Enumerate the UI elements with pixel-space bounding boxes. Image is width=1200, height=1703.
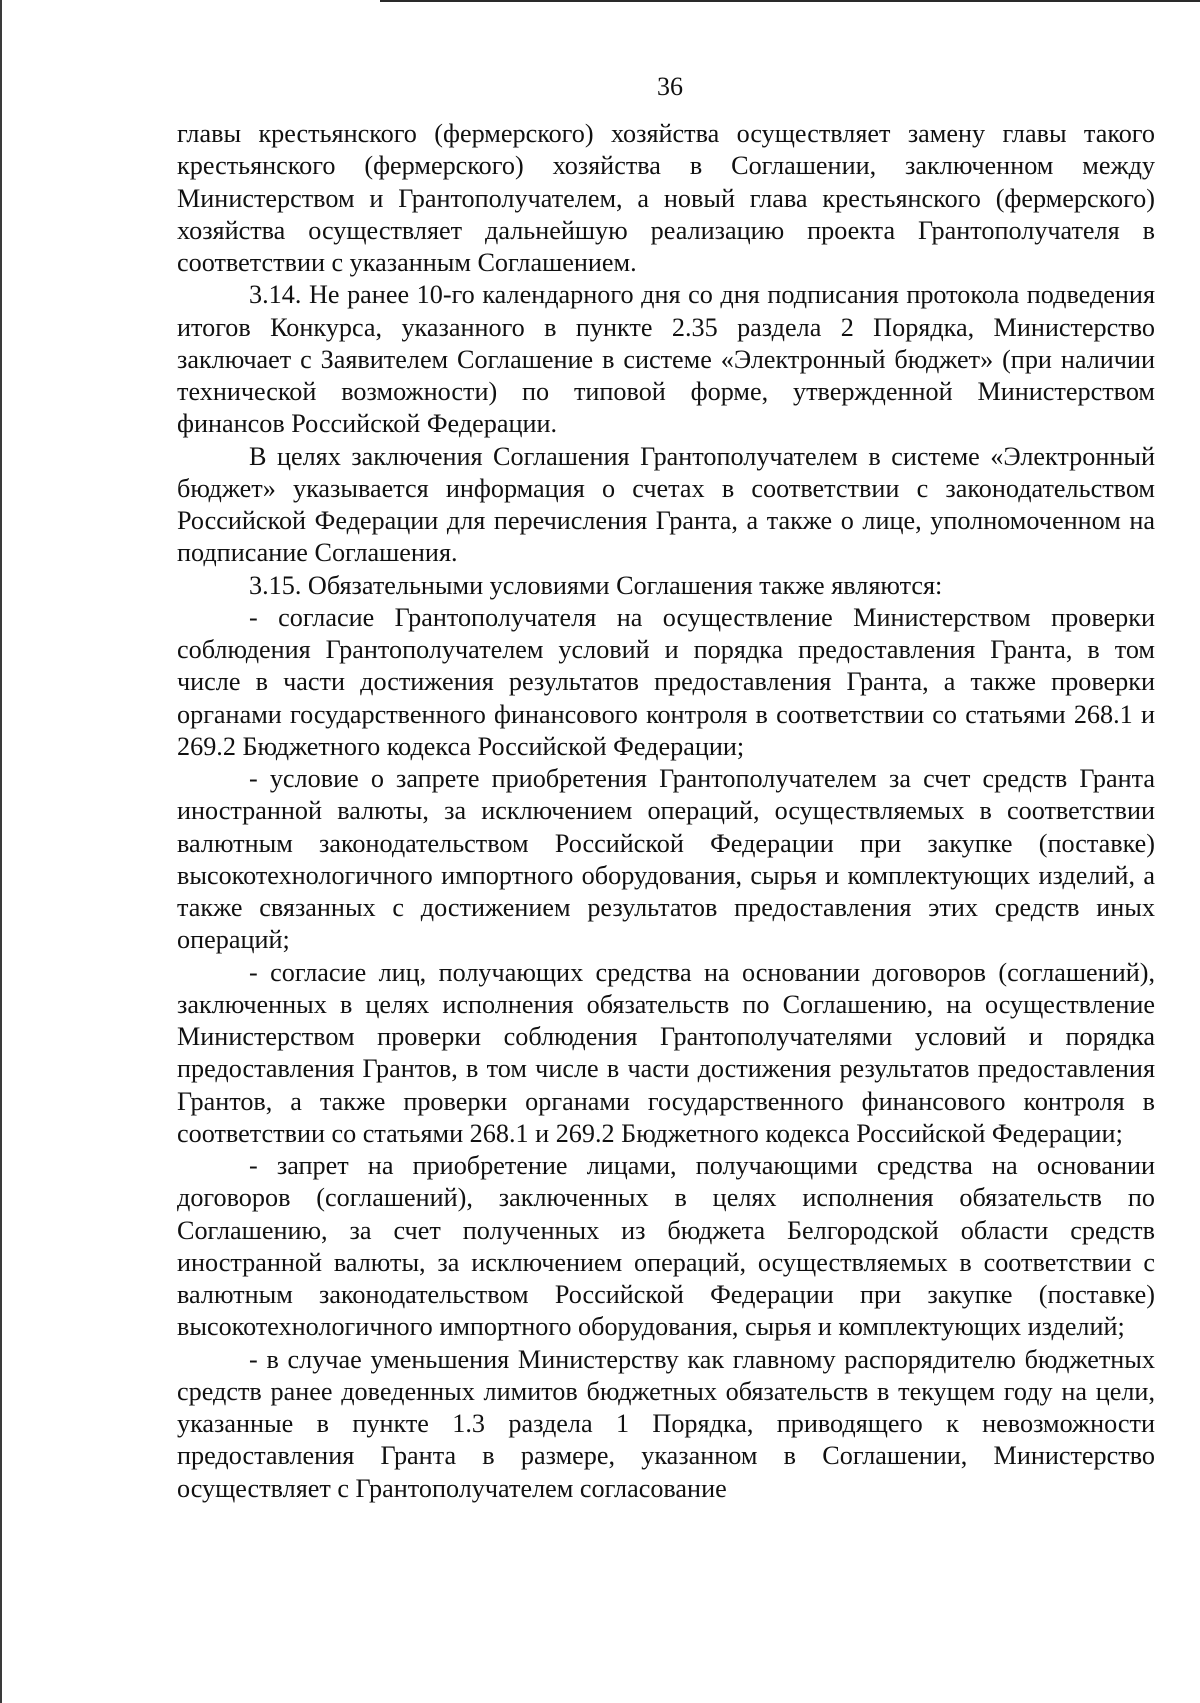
- list-item-consent-recipient: - согласие Грантополучателя на осуществление Министерством проверки соблюдения Грантополучателем условий и порядка предоставления Гранта, в том числе в части достижения результатов предоставления Гранта, а также проверки органами государственного финансового контроля в соответствии со статьями 268.1 и 269.2 Бюджетного кодекса Российской Федерации;: [177, 602, 1155, 761]
- document-body: [177, 118, 1155, 1505]
- list-item-currency-ban-persons: - запрет на приобретение лицами, получающими средства на основании договоров (соглашений), заключенных в целях исполнения обязательств по Соглашению, за счет полученных из бюджета Белгородской области средств иностранной валюты, за исключением операций, осуществляемых в соответствии с валютным законодательством Российской Федерации при закупке (поставке) высокотехнологичного импортного оборудования, сырья и комплектующих изделий;: [177, 1151, 1155, 1342]
- scan-edge-top: [380, 0, 1200, 2]
- list-item-consent-persons: - согласие лиц, получающих средства на основании договоров (соглашений), заключенных в целях исполнения обязательств по Соглашению, на осуществление Министерством проверки соблюдения Грантополучателями условий и порядка предоставления Грантов, в том числе в части достижения результатов предоставления Грантов, а также проверки органами государственного финансового контроля в соответствии со статьями 268.1 и 269.2 Бюджетного кодекса Российской Федерации;: [177, 957, 1155, 1148]
- list-item-limits-reduction: - в случае уменьшения Министерству как главному распорядителю бюджетных средств ранее доведенных лимитов бюджетных обязательств в текущем году на цели, указанные в пункте 1.3 раздела 1 Порядка, приводящего к невозможности предоставления Гранта в размере, указанном в Соглашении, Министерство осуществляет с Грантополучателем согласование: [177, 1344, 1155, 1503]
- paragraph-continuation: главы крестьянского (фермерского) хозяйства осуществляет замену главы такого крестьянского (фермерского) хозяйства в Соглашении, заключенном между Министерством и Грантополучателем, а новый глава крестьянского (фермерского) хозяйства осуществляет дальнейшую реализацию проекта Грантополучателя в соответствии с указанным Соглашением.: [177, 119, 1155, 277]
- list-item-currency-ban: - условие о запрете приобретения Грантополучателем за счет средств Гранта иностранной валюты, за исключением операций, осуществляемых в соответствии валютным законодательством Российской Федерации при закупке (поставке) высокотехнологичного импортного оборудования, сырья и комплектующих изделий, а также связанных с достижением результатов предоставления этих средств иных операций;: [177, 764, 1155, 955]
- page-number: 36: [657, 72, 683, 101]
- paragraph-3-14: 3.14. Не ранее 10-го календарного дня со дня подписания протокола подведения итогов Конкурса, указанного в пункте 2.35 раздела 2 Порядка, Министерство заключает с Заявителем Соглашение в системе «Электронный бюджет» (при наличии технической возможности) по типовой форме, утвержденной Министерством финансов Российской Федерации.: [177, 280, 1155, 439]
- paragraph-3-15: 3.15. Обязательными условиями Соглашения также являются:: [249, 570, 943, 600]
- paragraph-agreement-info: В целях заключения Соглашения Грантополучателем в системе «Электронный бюджет» указывается информация о счетах в соответствии с законодательством Российской Федерации для перечисления Гранта, а также о лице, уполномоченном на подписание Соглашения.: [177, 441, 1155, 568]
- scan-edge-left: [0, 0, 2, 1703]
